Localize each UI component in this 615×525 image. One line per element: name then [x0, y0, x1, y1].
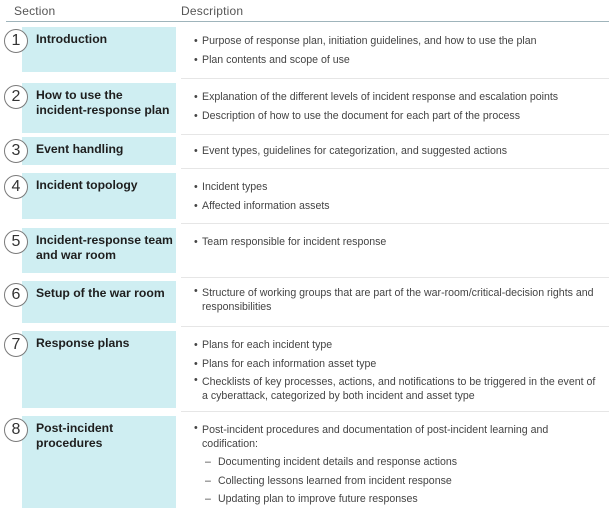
section-column-header: Section	[14, 4, 56, 18]
description-item: • Description of how to use the document for each part of the process	[194, 107, 604, 126]
description-list	[194, 233, 604, 252]
table-row	[0, 83, 615, 133]
section-title: Introduction	[36, 32, 108, 46]
section-number: 8	[4, 418, 28, 442]
section-number: 6	[4, 283, 28, 307]
description-item: • Event types, guidelines for categorization, and suggested actions	[194, 142, 604, 161]
description-list	[194, 88, 604, 125]
description-subitem: – Documenting incident details and response actions	[194, 453, 604, 472]
description-list	[194, 32, 604, 69]
row-divider	[181, 411, 609, 412]
description-subitem: – Collecting lessons learned from incident response	[194, 472, 604, 491]
description-column-header: Description	[181, 4, 244, 18]
section-number: 7	[4, 333, 28, 357]
table-row	[0, 281, 615, 323]
description-item: • Plan contents and scope of use	[194, 51, 604, 70]
description-item: • Plans for each incident type	[194, 336, 604, 355]
table-row	[0, 137, 615, 165]
section-title: Incident topology	[36, 178, 138, 192]
description-list	[194, 336, 604, 405]
header-divider	[6, 21, 609, 22]
section-title: Event handling	[36, 142, 124, 156]
table-row	[0, 416, 615, 508]
description-list	[194, 284, 604, 316]
section-number: 2	[4, 85, 28, 109]
table-row	[0, 228, 615, 273]
description-list	[194, 142, 604, 161]
description-subitem: – Updating plan to improve future responses	[194, 490, 604, 509]
row-divider	[181, 223, 609, 224]
row-divider	[181, 168, 609, 169]
description-item: • Post-incident procedures and documentation of post-incident learning and codification:	[194, 421, 604, 453]
row-divider	[181, 78, 609, 79]
section-number: 1	[4, 29, 28, 53]
description-item: • Team responsible for incident response	[194, 233, 604, 252]
section-number: 3	[4, 139, 28, 163]
row-divider	[181, 277, 609, 278]
description-item: • Checklists of key processes, actions, and notifications to be triggered in the event of a cyberattack, categorized by both incident and asset type	[194, 373, 604, 405]
table-row	[0, 27, 615, 72]
section-title: How to use the incident-response plan	[36, 88, 170, 117]
description-list	[194, 421, 604, 509]
description-item: • Plans for each information asset type	[194, 355, 604, 374]
section-title: Incident-response team and war room	[36, 233, 173, 262]
description-list	[194, 178, 604, 215]
description-item: • Affected information assets	[194, 197, 604, 216]
description-item: • Purpose of response plan, initiation guidelines, and how to use the plan	[194, 32, 604, 51]
section-number: 5	[4, 230, 28, 254]
section-title: Response plans	[36, 336, 130, 350]
section-number: 4	[4, 175, 28, 199]
section-title: Post-incident procedures	[36, 421, 114, 450]
table-row	[0, 173, 615, 219]
section-title: Setup of the war room	[36, 286, 165, 300]
row-divider	[181, 326, 609, 327]
description-item: • Incident types	[194, 178, 604, 197]
description-item: • Structure of working groups that are part of the war-room/critical-decision rights and responsibilities	[194, 284, 604, 316]
table-row	[0, 331, 615, 408]
description-item: • Explanation of the different levels of incident response and escalation points	[194, 88, 604, 107]
row-divider	[181, 134, 609, 135]
